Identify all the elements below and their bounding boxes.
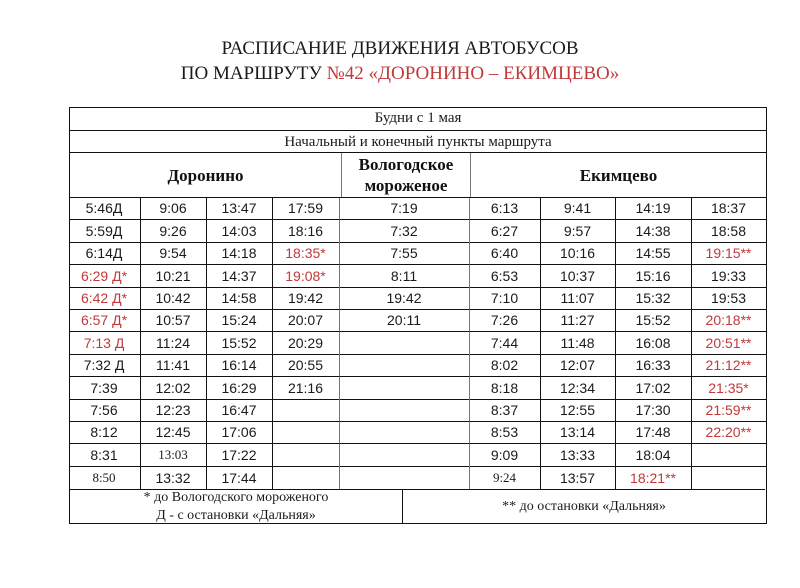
ekimtsevo-time-cell: 9:41 xyxy=(541,198,616,221)
times-grid xyxy=(69,197,767,486)
doronino-time-cell: 15:52 xyxy=(207,332,273,355)
doronino-time-cell: 6:14Д xyxy=(69,242,141,265)
ekimtsevo-time-cell: 19:53 xyxy=(692,287,766,310)
subtitle-row xyxy=(70,130,766,153)
doronino-time-cell: 20:29 xyxy=(273,332,340,355)
vologda-ice-time-cell xyxy=(340,354,470,377)
doronino-time-cell: 6:57 Д* xyxy=(69,310,141,333)
footnote-star: * до Вологодского мороженого xyxy=(143,489,329,505)
title-prefix: ПО МАРШРУТУ xyxy=(180,63,322,84)
ekimtsevo-time-cell: 10:37 xyxy=(541,265,616,288)
doronino-time-cell: 21:16 xyxy=(273,377,340,400)
ekimtsevo-time-cell: 12:55 xyxy=(541,399,616,422)
doronino-time-cell: 14:58 xyxy=(207,287,273,310)
doronino-time-cell: 19:08* xyxy=(273,265,340,288)
ekimtsevo-time-cell: 17:02 xyxy=(616,377,692,400)
doronino-time-cell: 7:56 xyxy=(69,399,141,422)
doronino-time-cell: 20:07 xyxy=(273,310,340,333)
schedule-title-line1: РАСПИСАНИЕ ДВИЖЕНИЯ АВТОБУСОВ xyxy=(221,38,579,59)
vologda-ice-time-cell: 7:19 xyxy=(340,198,470,221)
ekimtsevo-time-cell: 7:26 xyxy=(470,310,541,333)
doronino-time-cell: 14:18 xyxy=(207,242,273,265)
ekimtsevo-time-cell: 21:12** xyxy=(692,354,766,377)
doronino-time-cell: 11:41 xyxy=(141,354,207,377)
ekimtsevo-time-cell: 14:55 xyxy=(616,242,692,265)
doronino-time-cell: 6:29 Д* xyxy=(69,265,141,288)
ekimtsevo-time-cell: 8:37 xyxy=(470,399,541,422)
vologda-ice-time-cell xyxy=(340,444,470,467)
period-label: Будни с 1 мая xyxy=(374,110,462,126)
ekimtsevo-time-cell: 9:24 xyxy=(470,466,541,489)
header-vologda-ice: Вологодское мороженое xyxy=(341,153,471,197)
ekimtsevo-time-cell: 14:38 xyxy=(616,220,692,243)
ekimtsevo-time-cell: 18:04 xyxy=(616,444,692,467)
period-row xyxy=(70,107,766,130)
ekimtsevo-time-cell: 11:27 xyxy=(541,310,616,333)
doronino-time-cell: 14:37 xyxy=(207,265,273,288)
doronino-time-cell: 7:32 Д xyxy=(69,354,141,377)
doronino-time-cell: 12:23 xyxy=(141,399,207,422)
ekimtsevo-time-cell: 18:58 xyxy=(692,220,766,243)
vologda-ice-time-cell xyxy=(340,332,470,355)
vologda-ice-time-cell: 7:32 xyxy=(340,220,470,243)
route-name: №42 «ДОРОНИНО – ЕКИМЦЕВО» xyxy=(326,63,620,84)
header-ekimtsevo: Екимцево xyxy=(579,165,658,185)
ekimtsevo-time-cell: 17:30 xyxy=(616,399,692,422)
doronino-time-cell: 9:06 xyxy=(141,198,207,221)
ekimtsevo-time-cell: 17:48 xyxy=(616,422,692,445)
doronino-time-cell: 17:06 xyxy=(207,422,273,445)
vologda-ice-time-cell xyxy=(340,422,470,445)
ekimtsevo-time-cell: 18:37 xyxy=(692,198,766,221)
doronino-time-cell: 16:29 xyxy=(207,377,273,400)
ekimtsevo-time-cell: 10:16 xyxy=(541,242,616,265)
ekimtsevo-time-cell: 6:27 xyxy=(470,220,541,243)
doronino-time-cell: 10:57 xyxy=(141,310,207,333)
doronino-time-cell xyxy=(273,399,340,422)
doronino-time-cell: 12:02 xyxy=(141,377,207,400)
doronino-time-cell: 8:50 xyxy=(69,466,141,489)
ekimtsevo-time-cell: 15:16 xyxy=(616,265,692,288)
ekimtsevo-time-cell: 15:52 xyxy=(616,310,692,333)
ekimtsevo-time-cell: 15:32 xyxy=(616,287,692,310)
ekimtsevo-time-cell: 21:35* xyxy=(692,377,766,400)
ekimtsevo-time-cell: 11:48 xyxy=(541,332,616,355)
doronino-time-cell: 15:24 xyxy=(207,310,273,333)
ekimtsevo-time-cell: 20:51** xyxy=(692,332,766,355)
footnote-right xyxy=(403,489,765,523)
doronino-time-cell: 17:44 xyxy=(207,466,273,489)
ekimtsevo-time-cell: 19:15** xyxy=(692,242,766,265)
doronino-time-cell xyxy=(273,466,340,489)
doronino-time-cell xyxy=(273,422,340,445)
header-doronino: Доронино xyxy=(167,165,244,185)
doronino-time-cell: 6:42 Д* xyxy=(69,287,141,310)
ekimtsevo-time-cell: 20:18** xyxy=(692,310,766,333)
ekimtsevo-time-cell: 7:44 xyxy=(470,332,541,355)
doronino-time-cell: 18:16 xyxy=(273,220,340,243)
ekimtsevo-time-cell: 18:21** xyxy=(616,466,692,489)
ekimtsevo-time-cell: 14:19 xyxy=(616,198,692,221)
doronino-time-cell: 17:22 xyxy=(207,444,273,467)
schedule-table xyxy=(69,107,767,524)
ekimtsevo-time-cell: 9:09 xyxy=(470,444,541,467)
doronino-time-cell: 19:42 xyxy=(273,287,340,310)
vologda-ice-time-cell: 7:55 xyxy=(340,242,470,265)
ekimtsevo-time-cell: 6:13 xyxy=(470,198,541,221)
vologda-ice-time-cell: 8:11 xyxy=(340,265,470,288)
ekimtsevo-time-cell: 6:40 xyxy=(470,242,541,265)
ekimtsevo-time-cell: 13:33 xyxy=(541,444,616,467)
doronino-time-cell: 13:03 xyxy=(141,444,207,467)
ekimtsevo-time-cell: 6:53 xyxy=(470,265,541,288)
ekimtsevo-time-cell xyxy=(692,466,766,489)
doronino-time-cell: 5:59Д xyxy=(69,220,141,243)
schedule-title-line2 xyxy=(0,63,800,85)
doronino-time-cell: 11:24 xyxy=(141,332,207,355)
ekimtsevo-time-cell: 21:59** xyxy=(692,399,766,422)
ekimtsevo-time-cell: 8:53 xyxy=(470,422,541,445)
ekimtsevo-time-cell: 13:14 xyxy=(541,422,616,445)
doronino-time-cell: 16:47 xyxy=(207,399,273,422)
doronino-time-cell xyxy=(273,444,340,467)
vologda-ice-time-cell xyxy=(340,466,470,489)
footnote-left xyxy=(70,489,403,523)
doronino-time-cell: 16:14 xyxy=(207,354,273,377)
vologda-ice-time-cell: 19:42 xyxy=(340,287,470,310)
ekimtsevo-time-cell: 13:57 xyxy=(541,466,616,489)
doronino-time-cell: 13:32 xyxy=(141,466,207,489)
ekimtsevo-time-cell: 11:07 xyxy=(541,287,616,310)
ekimtsevo-time-cell: 7:10 xyxy=(470,287,541,310)
ekimtsevo-time-cell: 8:18 xyxy=(470,377,541,400)
vologda-ice-time-cell xyxy=(340,377,470,400)
doronino-time-cell: 10:42 xyxy=(141,287,207,310)
ekimtsevo-time-cell: 8:02 xyxy=(470,354,541,377)
footnote-double-star: ** до остановки «Дальняя» xyxy=(502,498,666,514)
footnote-d: Д - с остановки «Дальняя» xyxy=(156,507,316,523)
doronino-time-cell: 13:47 xyxy=(207,198,273,221)
doronino-time-cell: 7:13 Д xyxy=(69,332,141,355)
ekimtsevo-time-cell: 16:08 xyxy=(616,332,692,355)
doronino-time-cell: 17:59 xyxy=(273,198,340,221)
doronino-time-cell: 20:55 xyxy=(273,354,340,377)
ekimtsevo-time-cell: 12:34 xyxy=(541,377,616,400)
doronino-time-cell: 9:54 xyxy=(141,242,207,265)
doronino-time-cell: 5:46Д xyxy=(69,198,141,221)
ekimtsevo-time-cell: 16:33 xyxy=(616,354,692,377)
vologda-ice-time-cell: 20:11 xyxy=(340,310,470,333)
doronino-time-cell: 14:03 xyxy=(207,220,273,243)
ekimtsevo-time-cell: 19:33 xyxy=(692,265,766,288)
doronino-time-cell: 8:12 xyxy=(69,422,141,445)
doronino-time-cell: 9:26 xyxy=(141,220,207,243)
doronino-time-cell: 7:39 xyxy=(69,377,141,400)
ekimtsevo-time-cell xyxy=(692,444,766,467)
ekimtsevo-time-cell: 22:20** xyxy=(692,422,766,445)
doronino-time-cell: 12:45 xyxy=(141,422,207,445)
subtitle-label: Начальный и конечный пункты маршрута xyxy=(284,133,552,150)
doronino-time-cell: 18:35* xyxy=(273,242,340,265)
ekimtsevo-time-cell: 12:07 xyxy=(541,354,616,377)
vologda-ice-time-cell xyxy=(340,399,470,422)
doronino-time-cell: 8:31 xyxy=(69,444,141,467)
ekimtsevo-time-cell: 9:57 xyxy=(541,220,616,243)
doronino-time-cell: 10:21 xyxy=(141,265,207,288)
